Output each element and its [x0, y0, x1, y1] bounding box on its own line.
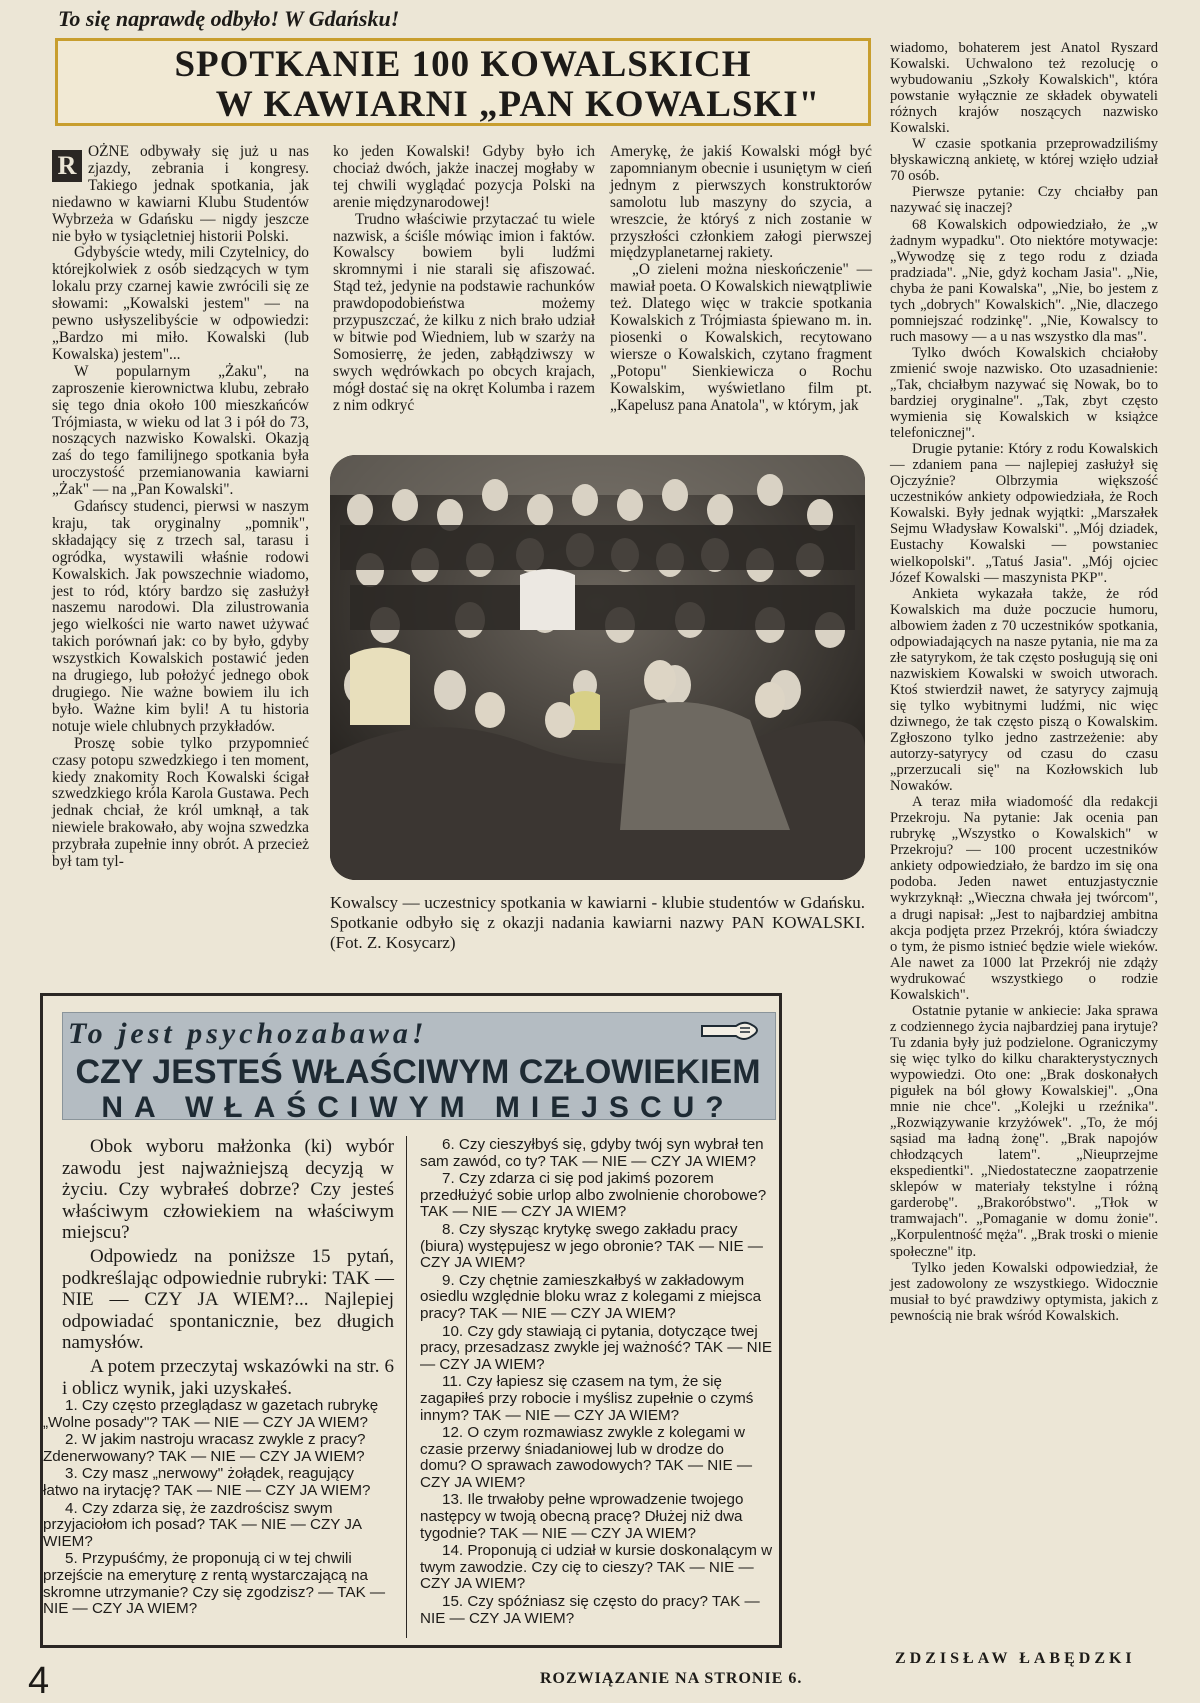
article-paragraph: Tylko dwóch Kowalskich chciałoby zmienić swoje nazwisko. Oto uzasadnienie: „Tak, chciałbym nazywać się Nowak, bo to bardziej oryginalne". „Tak, zbyt często wymienia się Kowalskich w książce telefonicznej". — [890, 344, 1158, 442]
quiz-intro-paragraph: A potem przeczytaj wskazówki na str. 6 i oblicz wynik, jaki uzyskałeś. — [62, 1355, 394, 1399]
article-paragraph: Gdańscy studenci, pierwsi w naszym kraju, tak oryginalny „pomnik", składający się z trzech sal, tarasu i ogródka, wystawili właśnie rodowi Kowalskich. Jak powszechnie wiadomo, jest to ród, który bardzo się zasłużył naszemu narodowi. Dla zilustrowania jego wielkości nie warto nawet używać takich porównań jak: co by było, gdyby wszystkich Kowalskich postawić jeden na drugiego, lub położyć jednego obok drugiego. Nie ważne bowiem ilu ich było. Ważne kim byli! A tu historia notuje wiele chlubnych przykładów. — [52, 498, 309, 735]
pointing-hand-icon — [700, 1016, 764, 1046]
quiz-question: 14. Proponują ci udział w kursie doskonalącym w twym zawodzie. Czy cię to cieszy? TAK — NIE — CZY JA WIEM? — [420, 1542, 773, 1593]
article-paragraph: Trudno właściwie przytaczać tu wiele nazwisk, a ściśle mówiąc imion i faktów. Kowalscy bowiem byli ludźmi skromnymi i nie starali się afiszować. Stąd też, jedynie na podstawie rachunków prawdopodobieństwa możemy przypuszczać, że kilku z nich brało udział w bitwie pod Wiedniem, lub w szarży na Somosierrę, że jeden, zabłądziwszy w swych wędrówkach po obcych krajach, mógł dostać się na okręt Kolumba i razem z nim odkryć — [333, 210, 595, 414]
group-photo — [330, 455, 865, 880]
article-column-1 — [52, 144, 309, 871]
article-paragraph: Gdybyście wtedy, mili Czytelnicy, do którejkolwiek z osób siedzących w tym lokalu przy czarnej kawie zwrócili się ze słowami: „Kowalski jestem" — na pewno usłyszelibyście w odpowiedzi: „Bardzo mi miło. Kowalski (lub Kowalska) jestem"... — [52, 244, 309, 363]
headline-line-2: W KAWIARNI „PAN KOWALSKI" — [215, 84, 821, 125]
article-paragraph: R OŻNE odbywały się już u nas zjazdy, zebrania i kongresy. Takiego jednak spotkania, jak niedawno w kawiarni Klubu Studentów Wybrzeża w Gdańsku — nigdy jeszcze nie było w tysiącletniej historii Polski. — [52, 143, 309, 245]
author-byline: ZDZISŁAW ŁABĘDZKI — [895, 1650, 1136, 1667]
quiz-question: 8. Czy słysząc krytykę swego zakładu pracy (biura) występujesz w jego obronie? TAK — NIE — CZY JA WIEM? — [420, 1220, 763, 1272]
quiz-question: 3. Czy masz „nerwowy" żołądek, reagujący łatwo na irytację? TAK — NIE — CZY JA WIEM? — [43, 1465, 371, 1499]
quiz-question: 1. Czy często przeglądasz w gazetach rubrykę „Wolne posady"? TAK — NIE — CZY JA WIEM? — [43, 1397, 379, 1431]
group-photo-illustration — [330, 455, 865, 880]
headline — [58, 41, 868, 125]
article-paragraph: W czasie spotkania przeprowadziliśmy błyskawiczną ankietę, w której wzięło udział 70 osób. — [890, 136, 1158, 185]
quiz-question: 11. Czy łapiesz się czasem na tym, że się zagapiłeś przy robocie i myślisz zupełnie o czymś innym? TAK — NIE — CZY JA WIEM? — [420, 1373, 754, 1424]
quiz-title-line-2: NA WŁAŚCIWYM MIEJSCU? — [101, 1091, 735, 1124]
article-paragraph: wiadomo, bohaterem jest Anatol Ryszard Kowalski. Uchwalono też rezolucję o wybudowaniu „Szkoły Kowalskich", która powstanie wyłącznie ze składek obywateli różnych krajów noszących nazwisko Kowalski. — [890, 40, 1158, 137]
quiz-question: 15. Czy spóźniasz się często do pracy? TAK — NIE — CZY JA WIEM? — [420, 1593, 760, 1627]
quiz-question: 6. Czy cieszyłbyś się, gdyby twój syn wybrał ten sam zawód, co ty? TAK — NIE — CZY JA WIEM? — [420, 1136, 764, 1170]
quiz-questions-right — [420, 1137, 773, 1628]
quiz-question: 10. Czy gdy stawiają ci pytania, dotyczące twej pracy, przesadzasz zwykle jej ważność? TAK — NIE — CZY JA WIEM? — [420, 1322, 772, 1373]
drop-cap: R — [52, 150, 82, 182]
article-paragraph: 68 Kowalskich odpowiedziało, że „w żadnym wypadku". Oto niektóre motywacje: „Wywodzę się z tego rodu z dziada pradziada". „Nie, gdyż kocham Jasia". „Nie, chyba że pani Kowalska", „Nie, bo jestem z tych „dobrych" Kowalskich". „Nie, dlaczego pomniejszać rodzinkę". „Nie, Kowalscy to ruch masowy — a u nas wszystko dla mas". — [890, 216, 1158, 345]
article-column-3 — [610, 144, 872, 415]
quiz-kicker: To jest psychozabawa! — [68, 1017, 428, 1050]
quiz-questions-left — [43, 1398, 393, 1619]
quiz-question: 9. Czy chętnie zamieszkałbyś w zakładowym osiedlu względnie bloku wraz z kolegami z miejsca pracy? TAK — NIE — CZY JA WIEM? — [420, 1271, 762, 1322]
quiz-question: 2. W jakim nastroju wracasz zwykle z pracy? Zdenerwowany? TAK — NIE — CZY JA WIEM? — [43, 1431, 366, 1465]
article-paragraph: ko jeden Kowalski! Gdyby było ich chociaż dwóch, jakże inaczej mogłaby w tej chwili wyglądać pozycja Polski na arenie międzynarodowej! — [333, 143, 595, 211]
quiz-intro-paragraph: Odpowiedz na poniższe 15 pytań, podkreślając odpowiednie rubryki: TAK — NIE — CZY JA WIEM?... Najlepiej odpowiadać spontanicznie, bez długich namysłów. — [62, 1245, 394, 1354]
article-paragraph: Pierwsze pytanie: Czy chciałby pan nazywać się inaczej? — [890, 184, 1158, 217]
article-paragraph: W popularnym „Żaku", na zaproszenie kierownictwa klubu, zebrało się tego dnia około 100 mieszkańców Trójmiasta, w wieku od lat 3 i pół do 73, noszących nazwisko Kowalski. Okazją zaś do tego familijnego spotkania była uroczystość przemianowania kawiarni „Żak" — na „Pan Kowalski". — [52, 362, 309, 499]
photo-caption: Kowalscy — uczestnicy spotkania w kawiarni - klubie studentów w Gdańsku. Spotkanie odbyło się z okazji nadania kawiarni nazwy PAN KOWALSKI. (Fot. Z. Kosycarz) — [330, 893, 865, 952]
quiz-question: 7. Czy zdarza ci się pod jakimś pozorem przedłużyć sobie urlop albo zwolnienie chorobowe? TAK — NIE — CZY JA WIEM? — [420, 1170, 767, 1221]
article-paragraph: Ostatnie pytanie w ankiecie: Jaka sprawa z codziennego życia najbardziej pana irytuje? Tu zdania były już podzielone. Ograniczymy się więc tylko do kilku charakterystycznych wypowiedzi. Oto one: „Brak doskonałych pigułek na ból głowy Kowalskiej". „Ona mnie nie chce". „Kolejki u rzeźnika". „Rozwiązywanie krzyżówek". „To, że mój sąsiad ma ładną żonę". „Brak napojów chłodzących latem". „Nieuprzejme ekspedientki". „Niedostateczne zaopatrzenie sklepów w materiały tekstylne i różną garderobę". „Brakoróbstwo". „Tłok w tramwajach". „Pomaganie w domu żonie". „Korpulentność męża". „Brak troski o mienie społeczne" itp. — [890, 1002, 1158, 1260]
quiz-question: 13. Ile trwałoby pełne wprowadzenie twojego następcy w twoją obecną pracę? Dłużej niż dwa tygodnie? TAK — NIE — CZY JA WIEM? — [420, 1491, 744, 1542]
article-paragraph: Proszę sobie tylko przypomnieć czasy potopu szwedzkiego i ten moment, kiedy znakomity Roch Kowalski ścigał szwedzkiego króla Karola Gustawa. Pech jednak chciał, że król umknął, a tak niewiele brakowało, aby wojna szwedzka przybrała zupełnie inny obrót. A przecież był tam tyl- — [52, 734, 309, 871]
article-paragraph: Amerykę, że jakiś Kowalski mógł być zapomnianym obecnie i usuniętym w cień jednym z pierwszych konstruktorów samolotu lub maszyny do szycia, a wreszcie, że któryś z nich zostanie w przyszłości członkiem załogi pierwszej międzyplanetarnej rakiety. — [610, 143, 872, 262]
article-paragraph: „O zieleni można nieskończenie" — mawiał poeta. O Kowalskich niewątpliwie też. Dlatego więc w trakcie spotkania Kowalskich z Trójmiasta śpiewano m. in. piosenki o Kowalskich, recytowano wiersze o Kowalskich, czytano fragment „Potopu" Sienkiewicza o Rochu Kowalskim, wyświetlano film pt. „Kapelusz pana Anatola", w którym, jak — [610, 261, 872, 414]
page-number: 4 — [28, 1660, 50, 1702]
headline-line-1: SPOTKANIE 100 KOWALSKICH — [174, 44, 752, 85]
quiz-intro-paragraph: Obok wyboru małżonka (ki) wybór zawodu jest najważniejszą decyzją w życiu. Czy wybrałeś dobrze? Czy jesteś właściwym człowiekiem na właściwym miejscu? — [62, 1136, 394, 1244]
quiz-title-line-1: CZY JESTEŚ WŁAŚCIWYM CZŁOWIEKIEM — [75, 1053, 761, 1091]
article-paragraph: Ankieta wykazała także, że ród Kowalskich ma duże poczucie humoru, albowiem żaden z 70 uczestników spotkania, odpowiadających na nasze pytania, nie ma za złe satyrykom, że tak często posługują się oni nazwiskiem Kowalski w swoich utworach. Ktoś stwierdził nawet, że satyrycy zajmują się tylko wybitnymi ludźmi, nic więc dziwnego, że tak często piszą o Kowalskim. Zgłoszono tylko jedno zastrzeżenie: aby autorzy-satyrycy od czasu do czasu „przerzucali się" na Kozłowskich lub Nowaków. — [890, 585, 1158, 795]
quiz-column-divider — [406, 1136, 407, 1638]
quiz-question: 5. Przypuśćmy, że proponują ci w tej chwili przejście na emeryturę z rentą wystarczającą na skromne utrzymanie? Czy się zgodzisz? — TAK — NIE — CZY JA WIEM? — [43, 1550, 386, 1618]
article-paragraph: Drugie pytanie: Który z rodu Kowalskich — zdaniem pana — najlepiej zasłużył się Ojczyźnie? Olbrzymia większość uczestników ankiety odpowiedziała, że Roch Kowalski. Były jednak wyjątki: „Marszałek Sejmu Władysław Kowalski". „Mój dziadek, Eustachy Kowalski — powstaniec wielkopolski". „Tatuś Jasia". „Mój ojciec Józef Kowalski — maszynista PKP". — [890, 441, 1158, 586]
headline-box — [55, 38, 871, 126]
solution-note: ROZWIĄZANIE NA STRONIE 6. — [540, 1670, 803, 1687]
section-kicker: To się naprawdę odbyło! W Gdańsku! — [58, 6, 400, 31]
quiz-question: 4. Czy zdarza się, że zazdrościsz swym przyjaciołom ich posad? TAK — NIE — CZY JA WIEM? — [43, 1499, 362, 1550]
article-column-2 — [333, 144, 595, 415]
quiz-intro — [62, 1136, 394, 1401]
quiz-question: 12. O czym rozmawiasz zwykle z kolegami w czasie przerwy śniadaniowej lub w drodze do domu? O sprawach zawodowych? TAK — NIE — CZY JA WIEM? — [420, 1424, 753, 1491]
article-paragraph: Tylko jeden Kowalski odpowiedział, że jest zadowolony ze wszystkiego. Widocznie musiał to być prawdziwy optymista, jakich z pewnością nie brak wśród Kowalskich. — [890, 1259, 1158, 1324]
article-paragraph: A teraz miła wiadomość dla redakcji Przekroju. Na pytanie: Jak ocenia pan rubrykę „Wszystko o Kowalskich" w Przekroju? — 100 procent uczestników ankiety odpowiedziało, że bardzo im się ona podoba. Jeden nawet entuzjastycznie wykrzyknął: „Wieczna chwała jej twórcom", a drugi napisał: „Jest to najbardziej ambitna akcja podjęta przez Przekrój, która świadczy o tym, że pismo istnieć będzie wiele wieków. Ale nawet za 1000 lat Przekrój nie zdąży wydrukować wszystkiego o rodzie Kowalskich". — [890, 794, 1158, 1003]
article-column-4 — [890, 40, 1158, 1324]
